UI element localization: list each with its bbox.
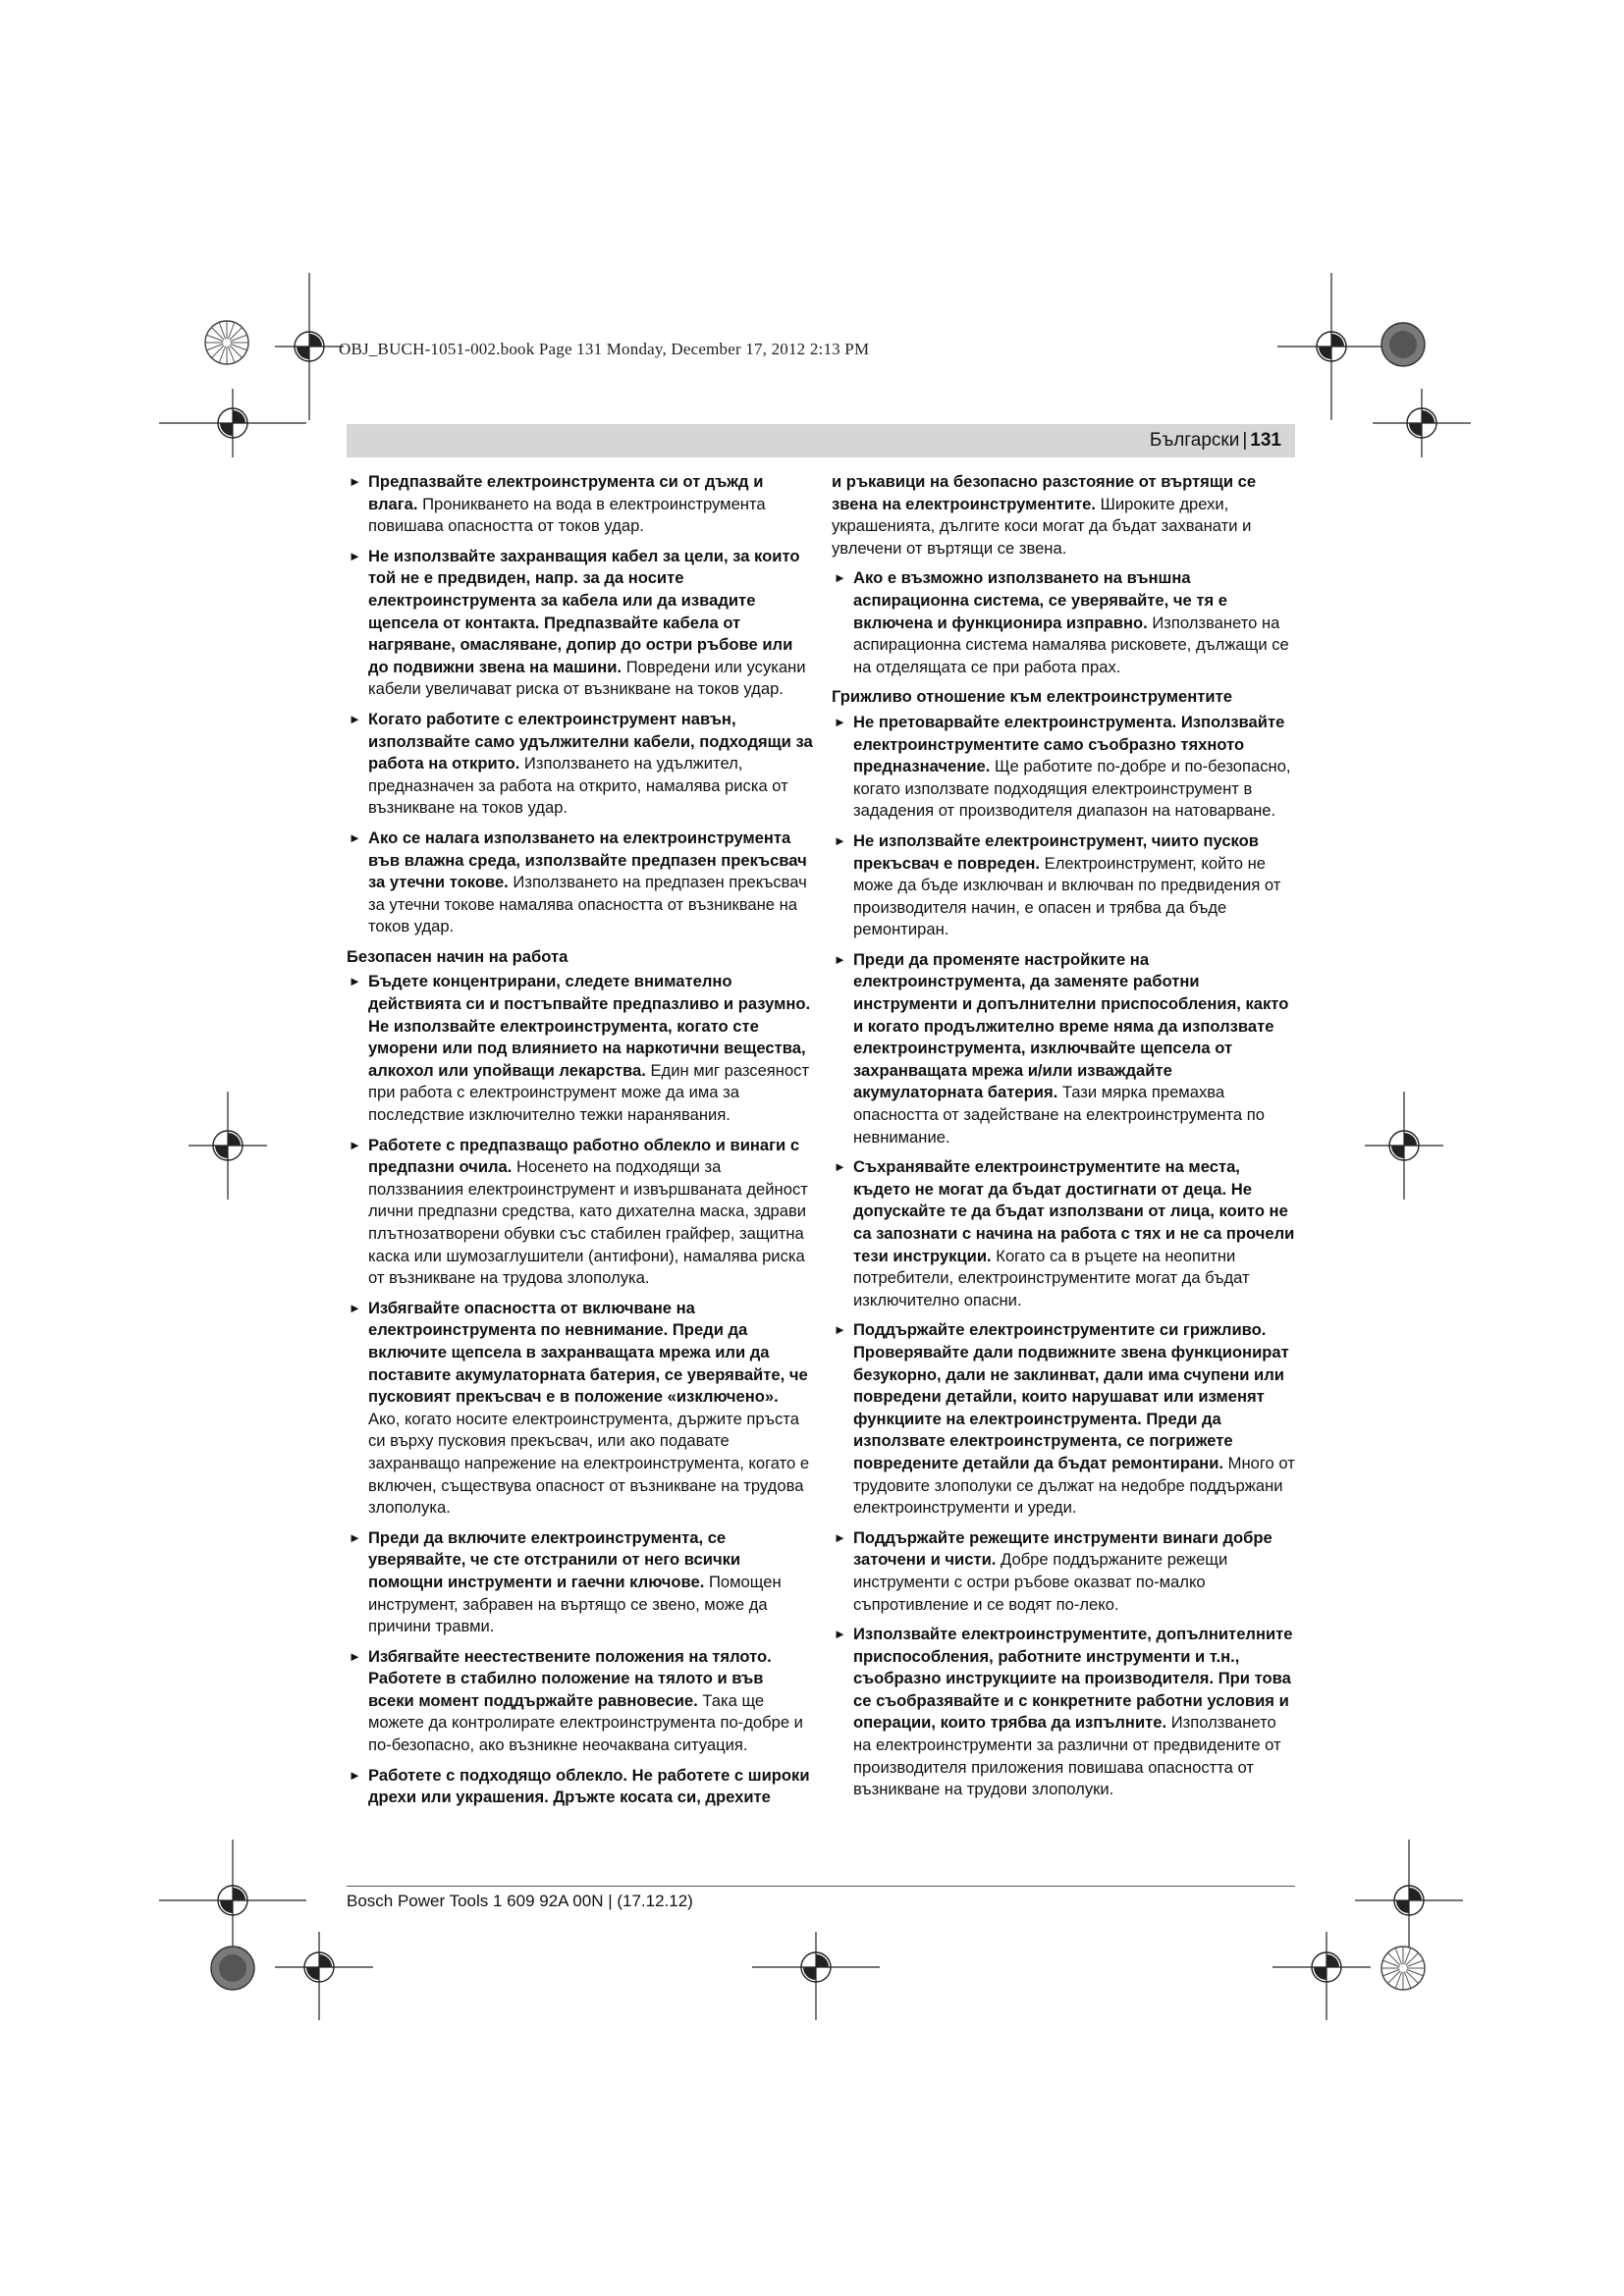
footer: Bosch Power Tools 1 609 92A 00N | (17.12.12) bbox=[347, 1892, 693, 1910]
left-list-b bbox=[347, 971, 813, 1808]
bullet-arrow-icon: ► bbox=[834, 951, 846, 967]
list-item bbox=[347, 1646, 813, 1757]
registration-mark-icon bbox=[208, 1944, 257, 1993]
item-bold-text: Не използвайте захранващия кабел за цели, за които той не е предвиден, напр. за да носите електроинструмента за кабела или да извадите щепсела от контакта. Предпазвайте кабела от нагряване, омасляване, допир до остри ръбове или до подвижни звена на машини. bbox=[368, 546, 800, 676]
item-bold-text: Поддържайте електроинструментите си грижливо. Проверявайте дали подвижните звена функционират безукорно, дали не заклинват, дали има счупени или повредени детайли, които нарушават или изменят функциите на електроинструмента. Преди да използвате електроинструмента, се погрижете повредените детайли да бъдат ремонтирани. bbox=[853, 1320, 1289, 1472]
item-bold-text: Съхранявайте електроинструментите на места, където не могат да бъдат достигнати от деца. Не допускайте те да бъдат използвани от лица, които не са запознати с начина на работа с тях и не са прочели тези инструкции. bbox=[853, 1157, 1295, 1265]
bullet-arrow-icon: ► bbox=[349, 829, 361, 845]
bullet-arrow-icon: ► bbox=[834, 570, 846, 586]
bullet-arrow-icon: ► bbox=[349, 1137, 361, 1152]
bullet-arrow-icon: ► bbox=[834, 832, 846, 848]
footer-rule bbox=[347, 1886, 1295, 1887]
item-bold-text: Не използвайте електроинструмент, чиито пусков прекъсвач е повреден. bbox=[853, 830, 1259, 873]
language-label: Български bbox=[1149, 430, 1240, 451]
bullet-arrow-icon: ► bbox=[834, 1529, 846, 1545]
list-item bbox=[347, 971, 813, 1126]
section-title-care: Грижливо отношение към електроинструментите bbox=[832, 687, 1232, 707]
list-item bbox=[832, 1624, 1298, 1801]
item-text: Използването на предпазен прекъсвач за утечни токове намалява опасността от възникване на токов удар. bbox=[368, 873, 807, 936]
print-header: OBJ_BUCH-1051-002.book Page 131 Monday, December 17, 2012 2:13 PM bbox=[339, 340, 870, 358]
crosshair-mark-icon bbox=[752, 1932, 880, 2020]
list-item bbox=[832, 1527, 1298, 1616]
list-item bbox=[347, 1298, 813, 1520]
crosshair-mark-icon bbox=[275, 1932, 373, 2020]
page-number: 131 bbox=[1250, 430, 1281, 451]
item-text: Добре поддържаните режещи инструменти с остри ръбове оказват по-малко съпротивление и се водят по-леко. bbox=[853, 1550, 1228, 1614]
registration-mark-icon bbox=[1379, 320, 1428, 369]
bullet-arrow-icon: ► bbox=[834, 1627, 846, 1642]
item-bold-text: Преди да променяте настройките на електроинструмента, да заменяте работни инструменти и допълнителни приспособления, както и когато продължително време няма да използвате електроинструмента, изключвайте щепсела от захранващата мрежа и/или изваждайте акумулаторната батерия. bbox=[853, 949, 1289, 1102]
list-item bbox=[832, 1156, 1298, 1311]
item-bold-text: Преди да включите електроинструмента, се уверявайте, че сте отстранили от него всички помощни инструменти и гаечни ключове. bbox=[368, 1527, 741, 1591]
item-bold-text: Избягвайте опасността от включване на електроинструмента по невнимание. Преди да включите щепсела в захранващата мрежа или да поставите акумулаторната батерия, се уверявайте, че пусковият прекъсвач е в положение «изключено». bbox=[368, 1298, 808, 1407]
registration-mark-icon bbox=[200, 316, 253, 369]
list-item bbox=[347, 471, 813, 538]
crosshair-mark-icon bbox=[189, 1092, 267, 1200]
list-item bbox=[347, 828, 813, 938]
item-bold-text: Използвайте електроинструментите, допълнителните приспособления, работните инструменти и т.н., съобразно инструкциите на производителя. При това се съобразявайте и с конкретните работни условия и операции, които трябва да изпълните. bbox=[853, 1625, 1293, 1733]
crosshair-mark-icon bbox=[159, 389, 306, 457]
item-text: Ако, когато носите електроинструмента, държите пръста си върху пусковия прекъсвач, или ако подавате захранващо напрежение на електроинструмента, когато е включен, съществува опасност от възникване на трудова злополука. bbox=[368, 1409, 810, 1518]
list-item bbox=[347, 546, 813, 701]
bullet-arrow-icon: ► bbox=[349, 711, 361, 726]
item-text: Използването на електроинструменти за различни от предвидените от производителя приложения повишава опасността от възникване на трудови злополуки. bbox=[853, 1713, 1281, 1799]
item-bold-text: Поддържайте режещите инструменти винаги добре заточени и чисти. bbox=[853, 1527, 1272, 1570]
right-list-a bbox=[832, 567, 1298, 678]
bullet-arrow-icon: ► bbox=[834, 714, 846, 729]
bullet-arrow-icon: ► bbox=[349, 474, 361, 489]
item-text: Електроинструмент, който не може да бъде изключван и включван по предвидения от производителя начин, е опасен и трябва да бъде ремонтиран. bbox=[853, 853, 1281, 939]
bullet-arrow-icon: ► bbox=[349, 1529, 361, 1545]
page-header-band bbox=[347, 424, 1295, 457]
item-bold-text: Предпазвайте електроинструмента си от дъжд и влага. bbox=[368, 472, 764, 513]
item-bold-text: Ако се налага използването на електроинструмента във влажна среда, използвайте предпазен прекъсвач за утечни токове. bbox=[368, 828, 807, 892]
crosshair-mark-icon bbox=[1277, 273, 1385, 420]
list-item bbox=[347, 709, 813, 820]
item-text: Проникването на вода в електроинструмента повишава опасността от токов удар. bbox=[368, 494, 766, 536]
list-item bbox=[832, 567, 1298, 678]
list-item bbox=[347, 1527, 813, 1638]
item-bold-text: Ако е възможно използването на външна аспирационна система, се уверявайте, че тя е включена и функционира изправно. bbox=[853, 568, 1227, 632]
list-item bbox=[832, 712, 1298, 823]
bullet-arrow-icon: ► bbox=[349, 548, 361, 563]
crosshair-mark-icon bbox=[1373, 389, 1471, 457]
bullet-arrow-icon: ► bbox=[349, 1648, 361, 1664]
item-text: Повредени или усукани кабели увеличават риска от възникване на токов удар. bbox=[368, 657, 806, 699]
crosshair-mark-icon bbox=[1365, 1092, 1443, 1200]
item-text: Когато са в ръцете на неопитни потребители, електроинструментите могат да бъдат изключително опасни. bbox=[853, 1246, 1250, 1309]
item-bold-text: Работете с подходящо облекло. Не работете с широки дрехи или украшения. Дръжте косата си, дрехите bbox=[368, 1765, 810, 1807]
bullet-arrow-icon: ► bbox=[349, 1300, 361, 1315]
list-item bbox=[347, 1765, 813, 1809]
bullet-arrow-icon: ► bbox=[349, 1767, 361, 1783]
item-text: Тази мярка премахва опасността от задействане на електроинструмента по невнимание. bbox=[853, 1083, 1265, 1147]
right-column bbox=[832, 471, 1298, 1809]
bullet-arrow-icon: ► bbox=[834, 1322, 846, 1338]
item-bold-text: Когато работите с електроинструмент навън, използвайте само удължителни кабели, подходящи за работа на открито. bbox=[368, 709, 813, 774]
item-text: Носенето на подходящи за полззваниия електроинструмент и извършваната дейност лични предпазни средства, като дихателна маска, здрави плътнозатворени обувки със стабилен грайфер, защитна каска или шумозаглушители (антифони), намалява риска от възникване на трудова злополука. bbox=[368, 1157, 808, 1288]
crosshair-mark-icon bbox=[1355, 1840, 1463, 1948]
item-text: Ще работите по-добре и по-безопасно, когато използвате подходящия електроинструмент в зададения от производителя диапазон на натоварване. bbox=[853, 757, 1291, 821]
item-text: Така ще можете да контролирате електроинструмента по-добре и по-безопасно, ако възникне неочаквана ситуация. bbox=[368, 1690, 803, 1755]
item-text: Много от трудовите злополуки се дължат на недобре поддържани електроинструменти и уреди. bbox=[853, 1453, 1295, 1518]
continuation-paragraph: и ръкавици на безопасно разстояние от въртящи се звена на електроинструментите. Широките дрехи, украшенията, дългите коси могат да бъдат захванати и увлечени от въртящи се звена. bbox=[832, 472, 1257, 558]
bullet-arrow-icon: ► bbox=[349, 974, 361, 989]
list-item bbox=[347, 1135, 813, 1290]
section-title-safe-work: Безопасен начин на работа bbox=[347, 946, 568, 966]
list-item bbox=[832, 830, 1298, 941]
registration-mark-icon bbox=[1379, 1944, 1428, 1993]
bullet-arrow-icon: ► bbox=[834, 1159, 846, 1175]
item-text: Използването на аспирационна система намалява рисковете, дължащи се на отделящата се при работа прах. bbox=[853, 613, 1289, 676]
list-item bbox=[832, 1319, 1298, 1519]
page-header: Български | 131 bbox=[1149, 430, 1281, 451]
item-bold-text: Не претоварвайте електроинструмента. Използвайте електроинструментите само съобразно тяхното предназначение. bbox=[853, 712, 1285, 776]
right-list-b bbox=[832, 712, 1298, 1801]
item-bold-text: Избягвайте неестествените положения на тялото. Работете в стабилно положение на тялото и във всеки момент поддържайте равновесие. bbox=[368, 1646, 772, 1710]
left-column bbox=[347, 471, 813, 1817]
list-item bbox=[832, 949, 1298, 1148]
left-list-a bbox=[347, 471, 813, 938]
item-text: Помощен инструмент, забравен на въртящо се звено, може да причини травми. bbox=[368, 1572, 782, 1636]
item-text: Използването на удължител, предназначен за работа на открито, намалява риска от възникване на токов удар. bbox=[368, 754, 788, 818]
item-bold-text: Работете с предпазващо работно облекло и винаги с предпазни очила. bbox=[368, 1135, 800, 1177]
crosshair-mark-icon bbox=[1272, 1932, 1371, 2020]
item-text: Един миг разсеяност при работа с електроинструмент може да има за последствие изключително тежки наранявания. bbox=[368, 1060, 810, 1125]
item-bold-text: Бъдете концентрирани, следете внимателно действията си и постъпвайте предпазливо и разумно. Не използвайте електроинструмента, когато сте уморени или под влиянието на наркотични вещества, алкохол или упойващи лекарства. bbox=[368, 972, 811, 1080]
